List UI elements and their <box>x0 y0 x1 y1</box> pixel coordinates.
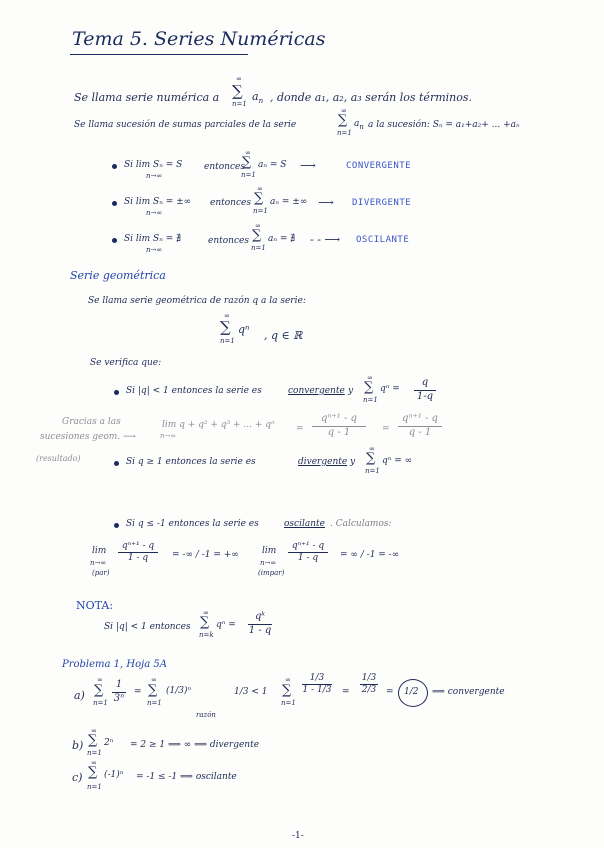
osc-2-fraction <box>288 542 328 564</box>
geometric-sum-upper: ∞ <box>224 312 230 320</box>
b-result: = 2 ≥ 1 ⟹ ∞ ⟹ divergente <box>130 740 260 750</box>
sum-symbol-case-1: ∑ <box>242 155 252 170</box>
a-sum-upper-3: ∞ <box>285 676 291 684</box>
case-1-sub: n→∞ <box>146 172 163 180</box>
c-sum-lower: n=1 <box>87 783 102 791</box>
sum-symbol-nota: ∑ <box>200 615 210 630</box>
a-sum-lower: n=1 <box>93 699 108 707</box>
title-underline <box>70 54 248 55</box>
osc-2-sub: n→∞ <box>260 559 277 567</box>
sum-symbol-a-3: ∑ <box>282 683 292 698</box>
case-1-arrow: ⟶ <box>300 159 316 172</box>
problem-c-label: c) <box>72 771 83 784</box>
a-eq: = <box>134 687 142 697</box>
a-eq-2: = <box>342 687 350 697</box>
a-sum-lower-2: n=1 <box>147 699 162 707</box>
geometric-domain: , q ∈ ℝ <box>264 329 303 342</box>
case-2-then: entonces <box>210 198 251 208</box>
fraction-numerator: 1/3 <box>361 673 377 683</box>
osc-1-lim: lim <box>92 546 107 556</box>
c-term: (-1)ⁿ <box>104 770 124 780</box>
case-2-result: aₙ = ±∞ <box>270 197 308 207</box>
case-1-sum-upper: ∞ <box>245 149 251 157</box>
bullet <box>114 390 119 395</box>
limit-fraction-2 <box>398 414 442 438</box>
series-term: a <box>252 90 259 103</box>
case-3-then: entonces <box>208 236 249 246</box>
b-sum-upper: ∞ <box>91 727 97 735</box>
problem-b-label: b) <box>72 739 84 752</box>
osc-1-fraction <box>118 542 158 564</box>
nota-sum-lower: n=k <box>199 631 214 639</box>
geo-case-1-sum-lower: n=1 <box>363 396 378 404</box>
series-term-2: a <box>354 119 360 129</box>
case-3-sum-upper: ∞ <box>255 222 261 230</box>
page-title: Tema 5. Series Numéricas <box>72 28 326 50</box>
a-term-fraction <box>112 680 126 704</box>
fraction-denominator: 3ⁿ <box>113 692 125 704</box>
fraction-denominator: 1 - q <box>127 553 149 564</box>
a-sum-fraction <box>302 674 332 696</box>
geo-case-1-fraction <box>414 378 436 402</box>
fraction-numerator: 1/3 <box>309 673 325 683</box>
osc-1-sub: n→∞ <box>90 559 107 567</box>
fraction-numerator: qⁿ⁺¹ - q <box>121 541 155 551</box>
geo-case-2-text: Si q ≥ 1 entonces la serie es <box>126 457 256 467</box>
a-power: (1/3)ⁿ <box>166 686 192 696</box>
fraction-numerator: q <box>421 377 429 388</box>
osc-1-sub2: (par) <box>92 569 110 577</box>
fraction-numerator: qⁿ⁺¹ - q <box>321 413 357 424</box>
a-eq-3: = <box>386 687 394 697</box>
problem-heading: Problema 1, Hoja 5A <box>62 659 167 670</box>
a-result-fraction <box>360 674 378 696</box>
sum-symbol-case-3: ∑ <box>252 228 262 243</box>
fraction-denominator: 1 - 1/3 <box>302 685 332 696</box>
osc-2-sub2: (impar) <box>258 569 285 577</box>
b-sum-lower: n=1 <box>87 749 102 757</box>
c-sum-upper: ∞ <box>91 759 97 767</box>
geo-case-2-sum-lower: n=1 <box>365 467 380 475</box>
osc-2-result: = ∞ / -1 = -∞ <box>340 550 400 560</box>
nota-heading: NOTA: <box>76 599 114 612</box>
bullet <box>112 164 117 169</box>
intro-line2-text: Se llama sucesión de sumas parciales de la serie <box>74 120 297 130</box>
geometric-term: qⁿ <box>238 323 250 336</box>
sum-symbol-a: ∑ <box>94 683 104 698</box>
case-2-condition: Si lim Sₙ = ±∞ <box>124 197 192 207</box>
nota-sum-upper: ∞ <box>203 609 209 617</box>
case-1-condition: Si lim Sₙ = S <box>124 160 183 170</box>
fraction-numerator: qᵏ <box>254 611 266 622</box>
case-1-result: aₙ = S <box>258 160 287 170</box>
verifies-text: Se verifica que: <box>90 358 162 368</box>
geo-case-3-text: Si q ≤ -1 entonces la serie es <box>126 519 259 529</box>
osc-2-lim: lim <box>262 546 277 556</box>
a-condition: 1/3 < 1 <box>234 687 268 697</box>
case-2-arrow: ⟶ <box>318 196 334 209</box>
fraction-numerator: qⁿ⁺¹ - q <box>402 413 438 424</box>
sum-upper-2: ∞ <box>341 107 347 115</box>
section-heading-geometric: Serie geométrica <box>70 269 166 282</box>
geo-case-2-sum: qⁿ = ∞ <box>382 456 413 466</box>
nota-fraction <box>248 612 272 636</box>
sum-lower: n=1 <box>232 100 247 108</box>
fraction-denominator: q - 1 <box>327 426 351 438</box>
sum-symbol-a-2: ∑ <box>148 683 158 698</box>
fraction-numerator: qⁿ⁺¹ - q <box>291 541 325 551</box>
case-1-label: CONVERGENTE <box>346 161 412 171</box>
case-3-result: aₙ = ∄ <box>268 234 296 244</box>
sum-symbol-geometric: ∑ <box>220 318 231 336</box>
case-2-sum-upper: ∞ <box>257 185 263 193</box>
intro-line2-rest: a la sucesión: Sₙ = a₁+a₂+ ... +aₙ <box>368 120 520 130</box>
case-3-sum-lower: n=1 <box>251 244 266 252</box>
sum-symbol-geo-1: ∑ <box>364 380 374 395</box>
case-1-sum-lower: n=1 <box>241 171 256 179</box>
fraction-denominator: 1 - q <box>248 624 272 636</box>
fraction-numerator: 1 <box>115 679 123 690</box>
a-answer: 1/2 <box>404 687 419 697</box>
geo-case-2-sum-upper: ∞ <box>369 445 375 453</box>
sum-symbol-geo-2: ∑ <box>366 451 376 466</box>
a-sum-upper-2: ∞ <box>151 676 157 684</box>
case-2-sub: n→∞ <box>146 209 163 217</box>
nota-text: Si |q| < 1 entonces <box>104 622 191 632</box>
a-ratio-note: razón <box>196 711 216 719</box>
nota-sum: qⁿ = <box>216 620 236 630</box>
limit-sub: n→∞ <box>160 432 177 440</box>
geo-case-1-text: Si |q| < 1 entonces la serie es <box>126 386 262 396</box>
limit-fraction-1 <box>312 414 366 438</box>
bullet <box>112 201 117 206</box>
geo-case-3-calc: . Calculamos: <box>330 519 392 529</box>
sum-symbol-case-2: ∑ <box>254 191 264 206</box>
fraction-denominator: 1 - q <box>297 553 319 564</box>
margin-note-line-1: Gracias a las <box>62 417 121 427</box>
geo-case-1-word: convergente <box>288 386 345 396</box>
margin-note-line-3: (resultado) <box>36 454 81 463</box>
fraction-denominator: 2/3 <box>361 685 377 696</box>
limit-eq-2: = <box>382 424 390 434</box>
bullet <box>114 461 119 466</box>
c-result: = -1 ≤ -1 ⟹ oscilante <box>136 772 237 782</box>
limit-eq: = <box>296 424 304 434</box>
fraction-denominator: q - 1 <box>408 426 432 438</box>
page-number: -1- <box>292 831 304 841</box>
geo-case-1-and: y <box>348 386 354 396</box>
bullet <box>112 238 117 243</box>
problem-a-label: a) <box>74 689 85 702</box>
case-2-sum-lower: n=1 <box>253 207 268 215</box>
b-term: 2ⁿ <box>104 738 114 748</box>
geo-case-3-word: oscilante <box>284 519 325 529</box>
a-sum-upper: ∞ <box>97 676 103 684</box>
bullet <box>114 523 119 528</box>
geometric-definition: Se llama serie geométrica de razón q a la serie: <box>88 296 306 306</box>
series-term-sub: n <box>258 97 264 106</box>
case-3-condition: Si lim Sₙ = ∄ <box>124 234 182 244</box>
fraction-denominator: 1-q <box>416 390 434 402</box>
geometric-sum-lower: n=1 <box>220 337 235 345</box>
case-3-sub: n→∞ <box>146 246 163 254</box>
geo-case-2-and: y <box>350 457 356 467</box>
series-term-2-sub: n <box>359 122 364 131</box>
margin-note-line-2: sucesiones geom. ⟶ <box>40 432 136 442</box>
intro-line1-rest: , donde a₁, a₂, a₃ serán los términos. <box>270 91 472 104</box>
limit-expression: lim q + q² + q³ + ... + qⁿ <box>162 420 275 430</box>
case-1-then: entonces <box>204 162 245 172</box>
sum-symbol-b: ∑ <box>88 733 98 748</box>
case-2-label: DIVERGENTE <box>352 198 412 208</box>
sum-lower-2: n=1 <box>337 129 352 137</box>
osc-1-result: = -∞ / -1 = +∞ <box>172 550 239 560</box>
geo-case-1-sum: qⁿ = <box>380 384 400 394</box>
a-sum-lower-3: n=1 <box>281 699 296 707</box>
intro-line1-text: Se llama serie numérica a <box>74 91 220 104</box>
sum-upper: ∞ <box>236 75 242 83</box>
geo-case-1-sum-upper: ∞ <box>367 374 373 382</box>
case-3-arrow: - - ⟶ <box>310 233 341 246</box>
sum-symbol-c: ∑ <box>88 765 98 780</box>
a-conclusion: ⟹ convergente <box>432 687 505 697</box>
case-3-label: OSCILANTE <box>356 235 410 245</box>
sum-symbol-2: ∑ <box>338 113 348 128</box>
sum-symbol: ∑ <box>232 82 243 100</box>
geo-case-2-word: divergente <box>298 457 348 467</box>
